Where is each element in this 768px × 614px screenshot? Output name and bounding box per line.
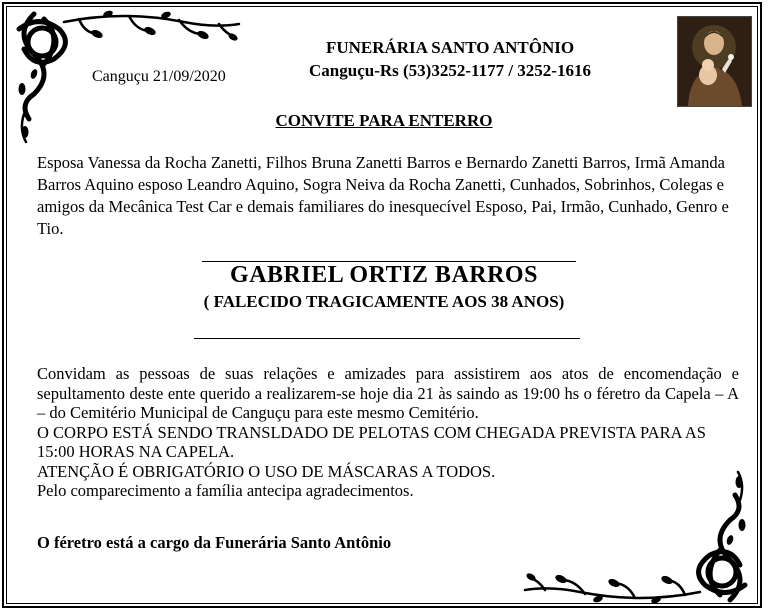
invitation-paragraph: Convidam as pessoas de suas relações e amizades para assistirem aos atos de encomendação e sepultamento deste ente querido a realizarem-se hoje dia 21 às saindo as 19:00 hs o féretro da Capela – A – do Cemitério Municipal de Canguçu para este mesmo Cemitério.	[37, 364, 739, 422]
closing-line: O féretro está a cargo da Funerária Santo Antônio	[37, 533, 392, 552]
family-members-paragraph: Esposa Vanessa da Rocha Zanetti, Filhos Bruna Zanetti Barros e Bernardo Zanetti Barros, Irmã Amanda Barros Aquino esposo Leandro Aquino, Sogra Neiva da Rocha Zanetti, Cunhados, Sobrinhos, Colegas e amigos da Mecânica Test Car e demais familiares do inesquecível Esposo, Pai, Irmão, Cunhado, Genro e Tio.	[37, 153, 729, 238]
funeral-home-contact: Canguçu-Rs (53)3252-1177 / 3252-1616	[309, 61, 591, 80]
deceased-name: GABRIEL ORTIZ BARROS	[230, 262, 538, 288]
mask-notice: ATENÇÃO É OBRIGATÓRIO O USO DE MÁSCARAS A TODOS.	[37, 461, 496, 481]
deceased-note: ( FALECIDO TRAGICAMENTE AOS 38 ANOS)	[203, 292, 565, 311]
saint-anthony-icon	[677, 16, 752, 107]
divider-bottom	[194, 338, 580, 339]
funeral-home-name: FUNERÁRIA SANTO ANTÔNIO	[325, 38, 575, 57]
thanks-line: Pelo comparecimento a família antecipa agradecimentos.	[37, 481, 414, 500]
transfer-notice: O CORPO ESTÁ SENDO TRANSLDADO DE PELOTAS COM CHEGADA PREVISTA PARA AS 15:00 HORAS NA CAPELA.	[37, 422, 706, 461]
funeral-home-header	[270, 36, 630, 82]
notice-date: Canguçu 21/09/2020	[92, 68, 226, 85]
notice-title: CONVITE PARA ENTERRO	[275, 111, 493, 130]
invitation-body	[37, 364, 739, 501]
